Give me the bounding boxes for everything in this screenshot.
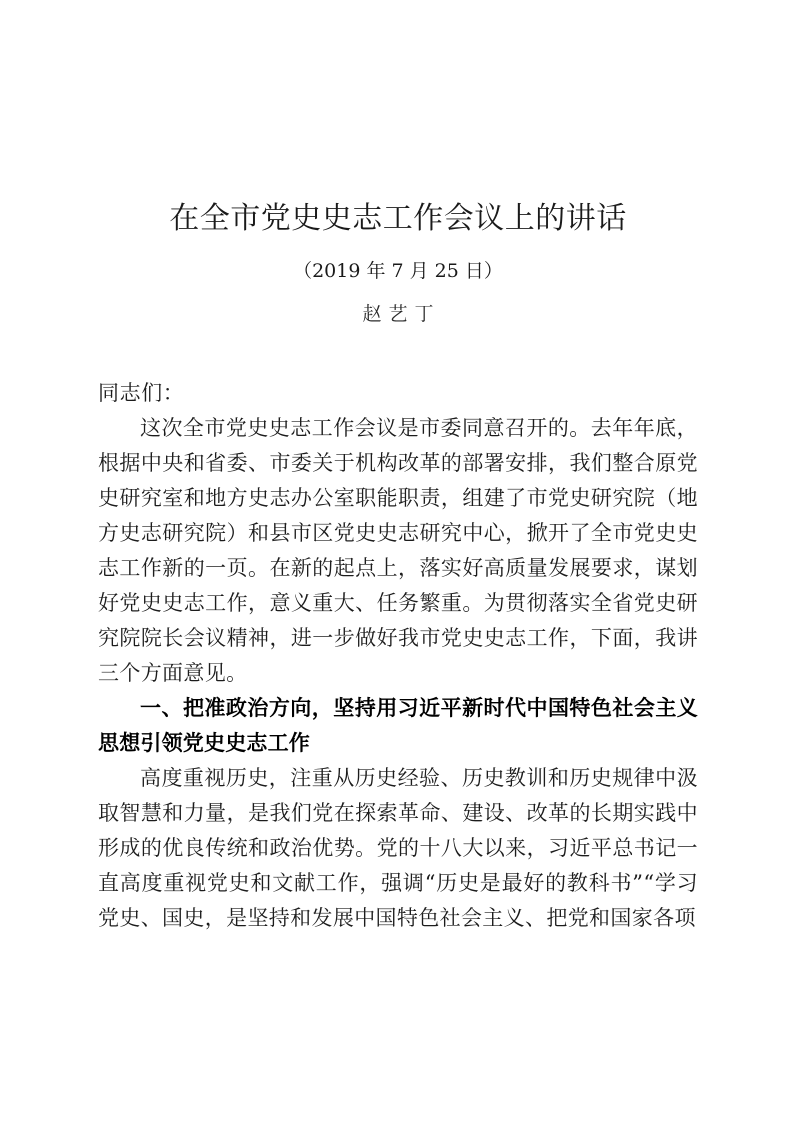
section-heading: 一、把准政治方向，坚持用习近平新时代中国特色社会主义思想引领党史史志工作 xyxy=(98,696,698,755)
body-paragraph: 高度重视历史，注重从历史经验、历史教训和历史规律中汲取智慧和力量，是我们党在探索革命、建设、改革的长期实践中形成的优良传统和政治优势。党的十八大以来，习近平总书记一直高度重视党史和文献工作，强调“历史是最好的教科书”“学习党史、国史，是坚持和发展中国特色社会主义、把党和国家各项 xyxy=(98,766,698,930)
salutation: 同志们： xyxy=(98,381,185,405)
document-title: 在全市党史史志工作会议上的讲话 xyxy=(169,201,627,236)
document-author: 赵艺丁 xyxy=(362,303,441,325)
document-content-column xyxy=(98,0,698,936)
body-paragraph: 这次全市党史史志工作会议是市委同意召开的。去年年底，根据中央和省委、市委关于机构改革的部署安排，我们整合原党史研究室和地方史志办公室职能职责，组建了市党史研究院（地方史志研究院）和县市区党史史志研究中心，掀开了全市党史史志工作新的一页。在新的起点上，落实好高质量发展要求，谋划好党史史志工作，意义重大、任务繁重。为贯彻落实全省党史研究院院长会议精神，进一步做好我市党史史志工作，下面，我讲三个方面意见。 xyxy=(98,416,698,685)
document-date-line: （2019 年 7 月 25 日） xyxy=(293,260,503,282)
document-body xyxy=(98,328,698,936)
